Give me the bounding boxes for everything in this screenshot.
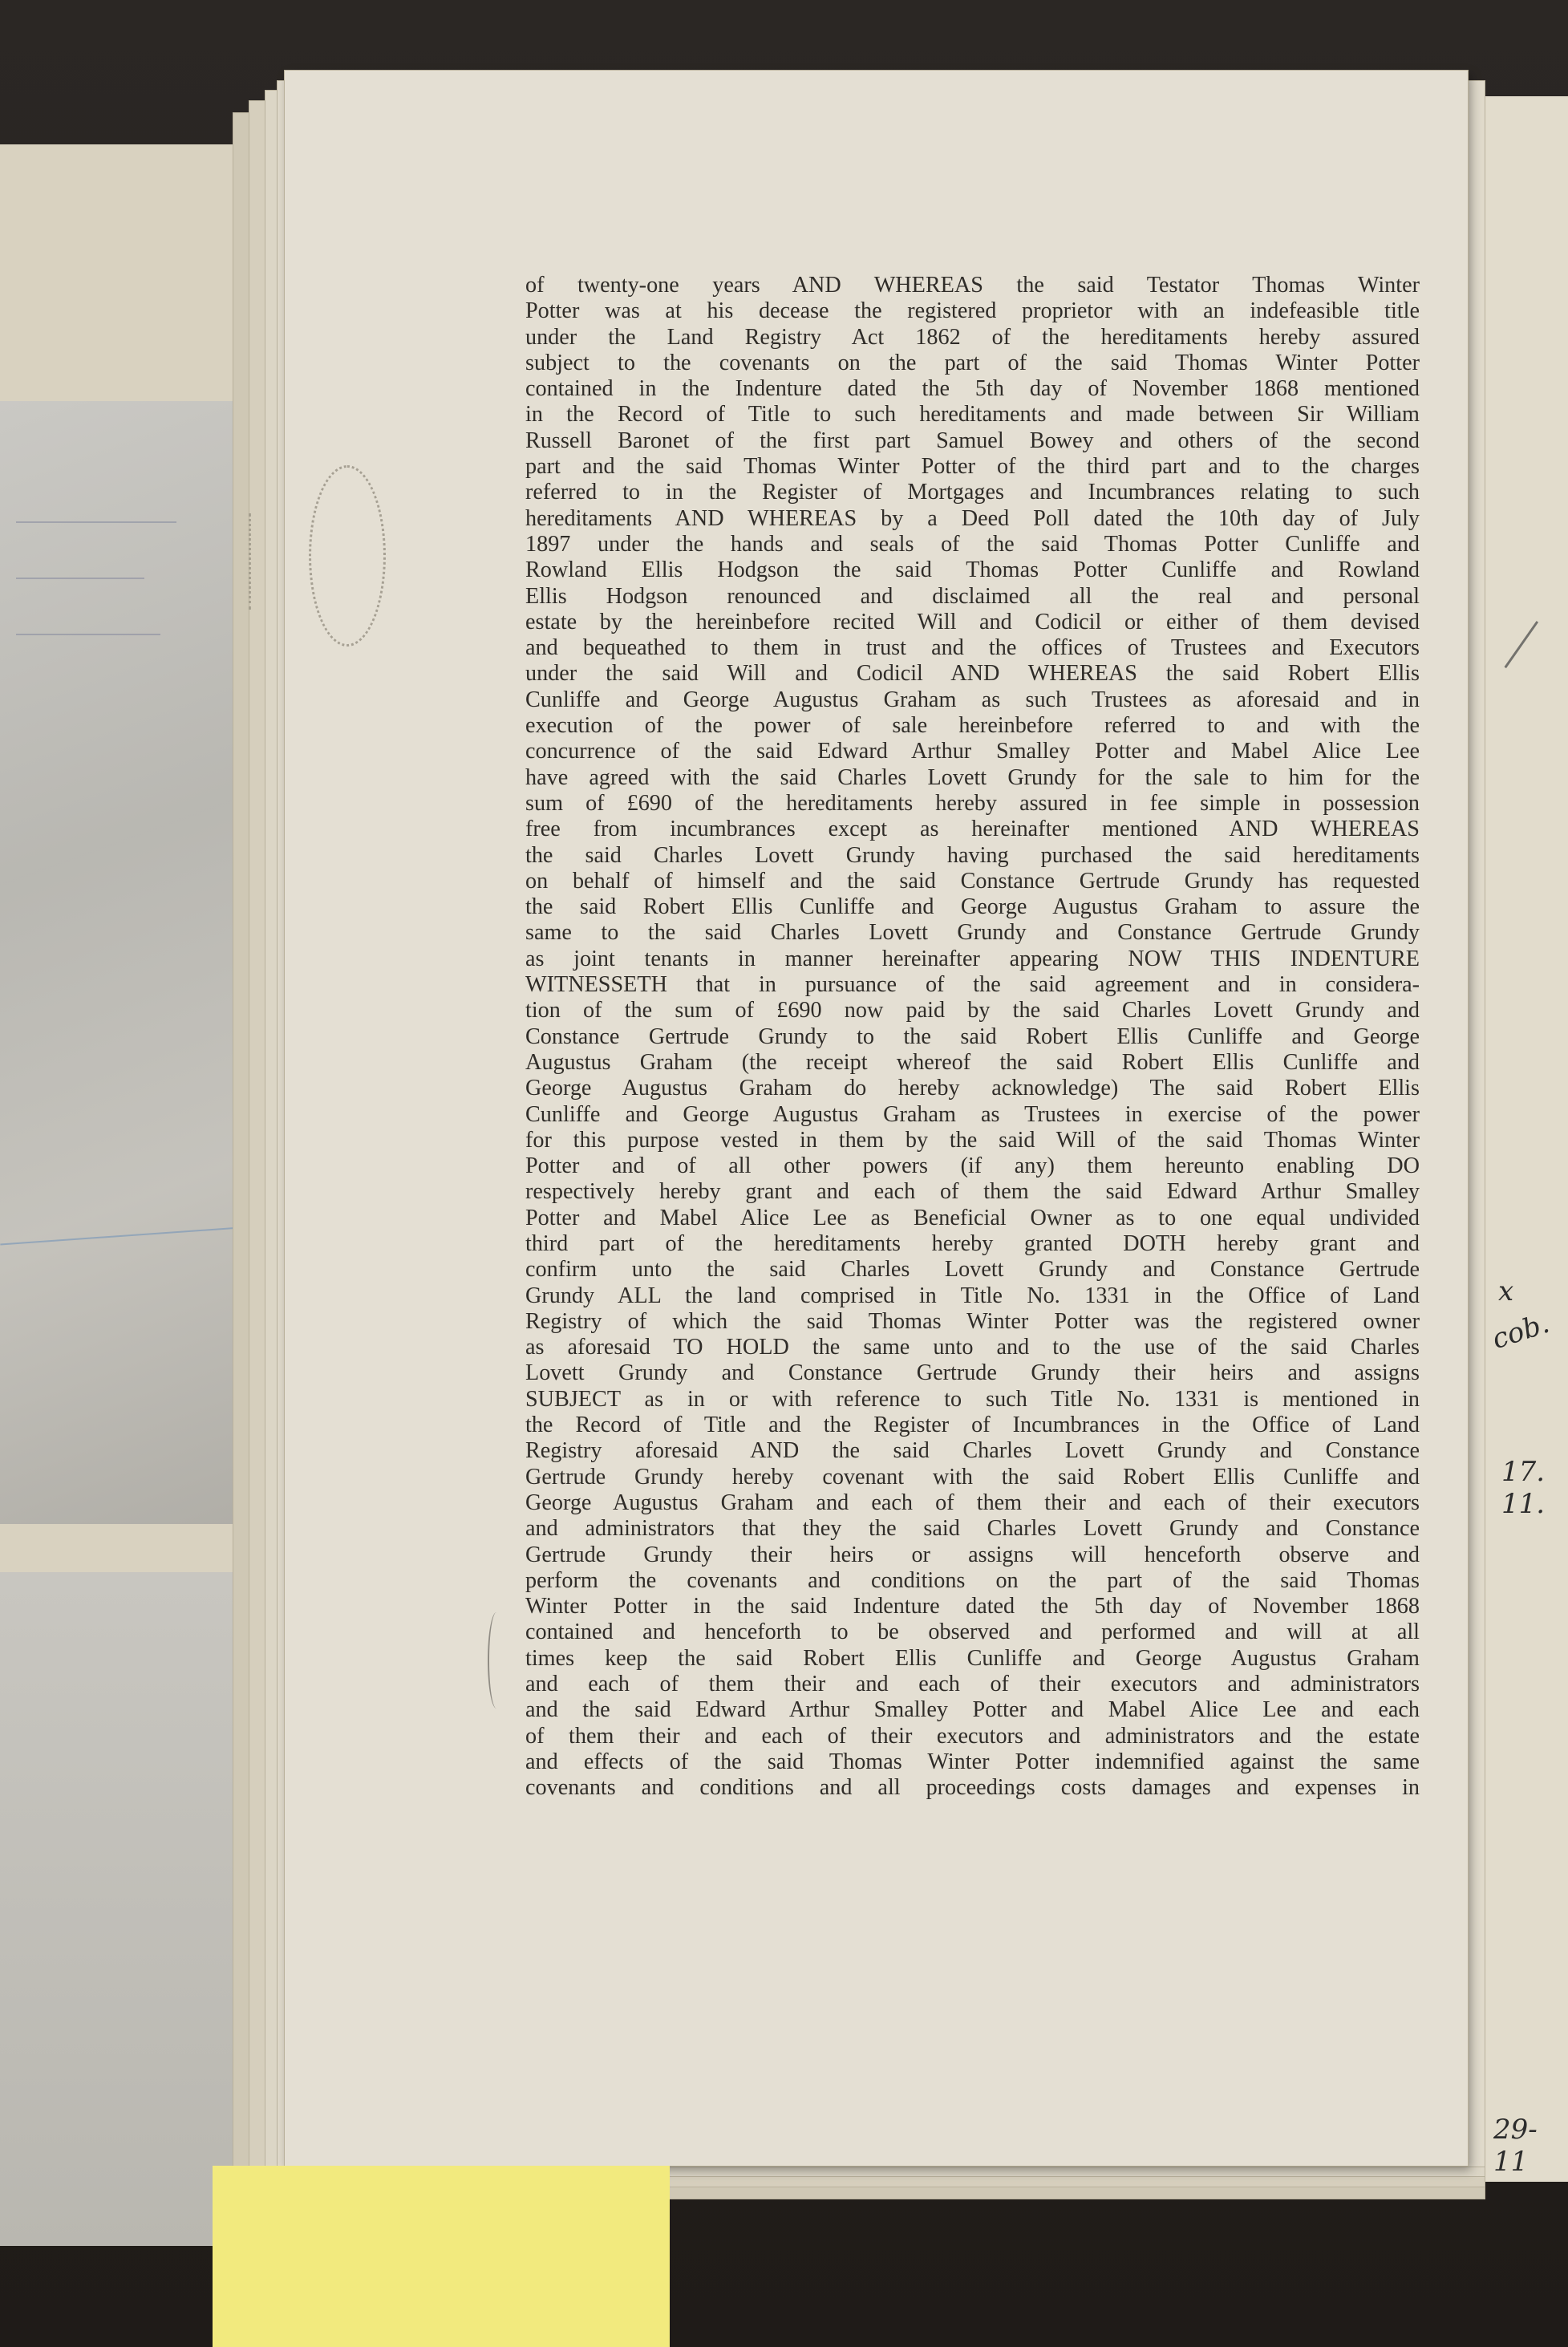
text-line: Registry aforesaid AND the said Charles Lovett Grundy and Constance bbox=[525, 1438, 1420, 1464]
text-line: Cunliffe and George Augustus Graham as Trustees in exercise of the power bbox=[525, 1101, 1420, 1127]
text-line: Grundy ALL the land comprised in Title No. 1331 in the Office of Land bbox=[525, 1283, 1420, 1308]
text-line: and bequeathed to them in trust and the offices of Trustees and Executors bbox=[525, 635, 1420, 661]
text-line: contained and henceforth to be observed and performed and will at all bbox=[525, 1619, 1420, 1645]
pencil-bracket-mark bbox=[488, 1612, 505, 1709]
text-line: George Augustus Graham do hereby acknowledge) The said Robert Ellis bbox=[525, 1076, 1420, 1101]
text-line: as aforesaid TO HOLD the same unto and to the use of the said Charles bbox=[525, 1335, 1420, 1360]
text-line: Ellis Hodgson renounced and disclaimed all the real and personal bbox=[525, 583, 1420, 609]
margin-annotation-date: 29-11 bbox=[1493, 2114, 1538, 2178]
text-line: Russell Baronet of the first part Samuel Bowey and others of the second bbox=[525, 428, 1420, 453]
faint-handwriting-stroke bbox=[16, 521, 176, 523]
text-line: Gertrude Grundy hereby covenant with the said Robert Ellis Cunliffe and bbox=[525, 1464, 1420, 1490]
text-line: part and the said Thomas Winter Potter of the third part and to the charges bbox=[525, 454, 1420, 480]
text-line: WITNESSETH that in pursuance of the said agreement and in considera- bbox=[525, 972, 1420, 998]
text-line: as joint tenants in manner hereinafter appearing NOW THIS INDENTURE bbox=[525, 946, 1420, 971]
underlying-left-document bbox=[0, 144, 241, 2246]
text-line: of twenty-one years AND WHEREAS the said Testator Thomas Winter bbox=[525, 273, 1420, 298]
text-line: Gertrude Grundy their heirs or assigns will henceforth observe and bbox=[525, 1542, 1420, 1567]
margin-annotation-date: 17. 11. bbox=[1501, 1456, 1546, 1520]
faint-handwriting-stroke bbox=[16, 634, 160, 635]
text-line: Registry of which the said Thomas Winter Potter was the registered owner bbox=[525, 1308, 1420, 1334]
text-line: estate by the hereinbefore recited Will and Codicil or either of them devised bbox=[525, 609, 1420, 634]
yellow-sticky-note bbox=[213, 2166, 670, 2347]
text-line: concurrence of the said Edward Arthur Smalley Potter and Mabel Alice Lee bbox=[525, 739, 1420, 764]
perforation-seal-mark bbox=[309, 465, 386, 647]
text-line: Augustus Graham (the receipt whereof the said Robert Ellis Cunliffe and bbox=[525, 1049, 1420, 1075]
perforation-mark bbox=[217, 513, 251, 610]
text-line: hereditaments AND WHEREAS by a Deed Poll dated the 10th day of July bbox=[525, 505, 1420, 531]
deed-text-body bbox=[525, 273, 1420, 1802]
text-line: Potter and of all other powers (if any) them hereunto enabling DO bbox=[525, 1153, 1420, 1179]
text-line: execution of the power of sale hereinbefore referred to and with the bbox=[525, 713, 1420, 739]
margin-annotation-cob: cob. bbox=[1488, 1307, 1554, 1356]
text-line: of them their and each of their executors and administrators and the estate bbox=[525, 1723, 1420, 1749]
text-line: George Augustus Graham and each of them their and each of their executors bbox=[525, 1490, 1420, 1515]
text-line: on behalf of himself and the said Constance Gertrude Grundy has requested bbox=[525, 868, 1420, 894]
text-line: 1897 under the hands and seals of the said Thomas Potter Cunliffe and bbox=[525, 531, 1420, 557]
deed-page bbox=[285, 71, 1468, 2166]
text-line: in the Record of Title to such hereditaments and made between Sir William bbox=[525, 402, 1420, 428]
text-line: Rowland Ellis Hodgson the said Thomas Potter Cunliffe and Rowland bbox=[525, 557, 1420, 583]
text-line: Lovett Grundy and Constance Gertrude Grundy their heirs and assigns bbox=[525, 1360, 1420, 1386]
text-line: under the Land Registry Act 1862 of the hereditaments hereby assured bbox=[525, 324, 1420, 350]
text-line: sum of £690 of the hereditaments hereby assured in fee simple in possession bbox=[525, 790, 1420, 816]
text-line: SUBJECT as in or with reference to such Title No. 1331 is mentioned in bbox=[525, 1386, 1420, 1412]
text-line: the said Robert Ellis Cunliffe and George Augustus Graham to assure the bbox=[525, 894, 1420, 920]
text-line: same to the said Charles Lovett Grundy and Constance Gertrude Grundy bbox=[525, 920, 1420, 946]
text-line: referred to in the Register of Mortgages and Incumbrances relating to such bbox=[525, 480, 1420, 505]
text-line: and administrators that they the said Charles Lovett Grundy and Constance bbox=[525, 1516, 1420, 1542]
text-line: the said Charles Lovett Grundy having purchased the said hereditaments bbox=[525, 842, 1420, 868]
text-line: and each of them their and each of their executors and administrators bbox=[525, 1672, 1420, 1697]
text-line: perform the covenants and conditions on the part of the said Thomas bbox=[525, 1567, 1420, 1593]
faint-handwriting-stroke bbox=[16, 578, 144, 579]
margin-annotation-x: x bbox=[1498, 1275, 1514, 1307]
text-line: and effects of the said Thomas Winter Potter indemnified against the same bbox=[525, 1749, 1420, 1774]
text-line: third part of the hereditaments hereby granted DOTH hereby grant and bbox=[525, 1230, 1420, 1256]
text-line: Cunliffe and George Augustus Graham as such Trustees as aforesaid and in bbox=[525, 687, 1420, 712]
text-line: tion of the sum of £690 now paid by the said Charles Lovett Grundy and bbox=[525, 998, 1420, 1024]
text-line: Winter Potter in the said Indenture dated the 5th day of November 1868 bbox=[525, 1594, 1420, 1619]
text-line: contained in the Indenture dated the 5th day of November 1868 mentioned bbox=[525, 376, 1420, 402]
text-line: for this purpose vested in them by the said Will of the said Thomas Winter bbox=[525, 1127, 1420, 1153]
text-line: the Record of Title and the Register of Incumbrances in the Office of Land bbox=[525, 1413, 1420, 1438]
text-line: times keep the said Robert Ellis Cunliffe and George Augustus Graham bbox=[525, 1645, 1420, 1671]
text-line: Potter was at his decease the registered proprietor with an indefeasible title bbox=[525, 298, 1420, 324]
text-line: free from incumbrances except as hereinafter mentioned AND WHEREAS bbox=[525, 817, 1420, 842]
text-line: subject to the covenants on the part of the said Thomas Winter Potter bbox=[525, 350, 1420, 375]
glassine-sleeve bbox=[0, 401, 241, 1524]
underlying-sheet bbox=[0, 1572, 241, 2246]
text-line: respectively hereby grant and each of them the said Edward Arthur Smalley bbox=[525, 1179, 1420, 1205]
text-line: Constance Gertrude Grundy to the said Robert Ellis Cunliffe and George bbox=[525, 1024, 1420, 1049]
text-line: and the said Edward Arthur Smalley Potter and Mabel Alice Lee and each bbox=[525, 1697, 1420, 1723]
text-line: have agreed with the said Charles Lovett Grundy for the sale to him for the bbox=[525, 764, 1420, 790]
text-line: Potter and Mabel Alice Lee as Beneficial Owner as to one equal undivided bbox=[525, 1205, 1420, 1230]
text-line: under the said Will and Codicil AND WHEREAS the said Robert Ellis bbox=[525, 661, 1420, 687]
text-line: covenants and conditions and all proceedings costs damages and expenses in bbox=[525, 1775, 1420, 1801]
text-line: confirm unto the said Charles Lovett Grundy and Constance Gertrude bbox=[525, 1257, 1420, 1283]
